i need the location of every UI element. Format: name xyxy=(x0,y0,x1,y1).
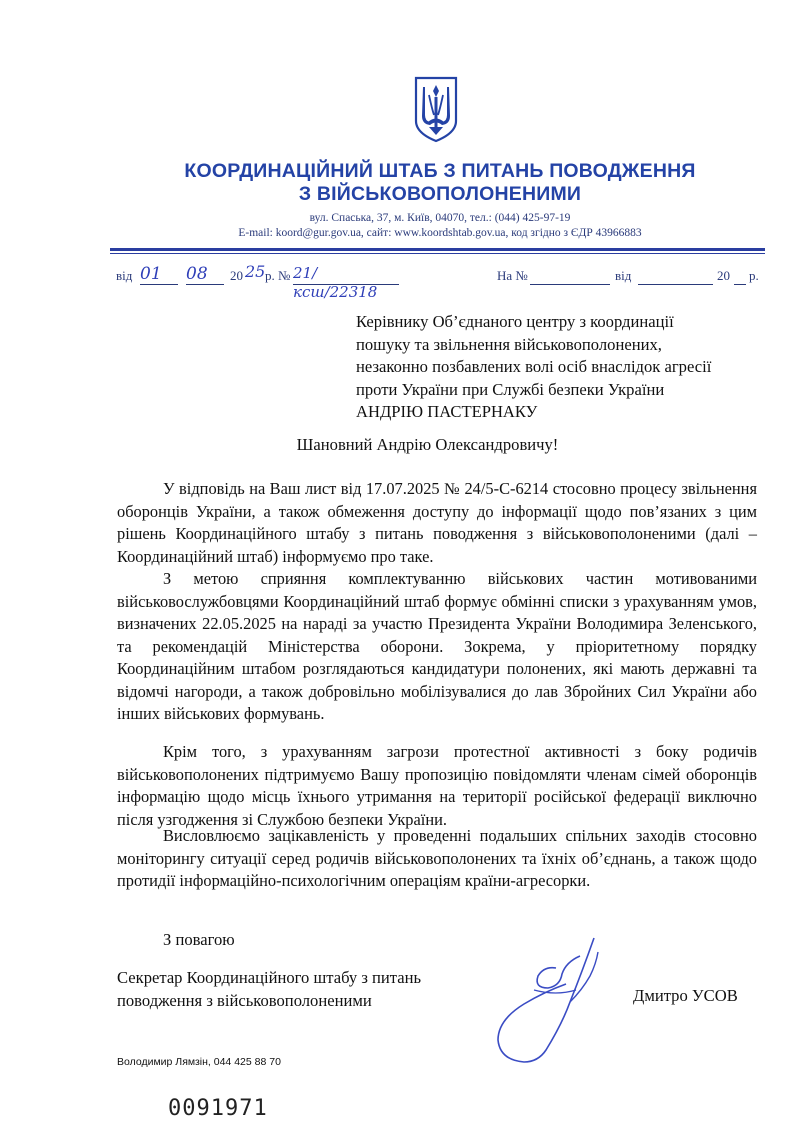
organization-contacts: E-mail: koord@gur.gov.ua, сайт: www.koordshtab.gov.ua, код згідно з ЄДР 43966883 xyxy=(238,227,642,239)
signatory-position-line: поводження з військовополоненими xyxy=(117,990,372,1010)
organization-address: вул. Спаська, 37, м. Київ, 04070, тел.: (044) 425-97-19 xyxy=(309,212,571,224)
registration-month-field xyxy=(186,266,224,285)
registration-day-field xyxy=(140,266,178,285)
reference-year-field xyxy=(734,266,746,285)
reference-year-prefix: 20 xyxy=(717,268,730,283)
signatory-position xyxy=(117,967,497,1012)
body-paragraph: З метою сприяння комплектуванню військових частин мотивованими військовослужбовцями Координаційний штаб формує обмінні списки з урахуванням умов, визначених 22.05.2025 на нараді за участю Президента України Володимира Зеленського, та рекомендацій Міністерства оборони. Зокрема, у пріоритетному порядку Координаційним штабом розглядаються кандидатури полонених, які мають державні та відомчі нагороди, а також добровільно мобілізувалися до лав Збройних Сил України або інших військових формувань. xyxy=(117,569,757,723)
addressee-line: пошуку та звільнення військовополонених, xyxy=(356,334,662,354)
registration-month: 08 xyxy=(186,264,208,284)
signatory-position-line: Секретар Координаційного штабу з питань xyxy=(117,968,422,987)
body-paragraph: Крім того, з урахуванням загрози протестної активності з боку родичів військовополонених підтримуємо Вашу пропозицію повідомляти членам сімей оборонців інформацію щодо місць їхнього утримання на території російської федерації виключно після узгодження зі Службою безпеки України. xyxy=(117,742,757,829)
ukraine-trident-icon xyxy=(412,75,460,143)
registration-number-field xyxy=(293,264,399,301)
document-serial-number: 0091971 xyxy=(168,1096,268,1121)
organization-name-line2: З ВІЙСЬКОВОПОЛОНЕНИМИ xyxy=(298,183,582,205)
reference-number-field xyxy=(530,266,610,285)
reference-from-label: від xyxy=(615,268,632,283)
body-paragraph: Висловлюємо зацікавленість у проведенні подальших спільних заходів стосовно моніторингу ситуації серед родичів військовополонених та їхніх об’єднань, а також щодо протидії інформаційно-психологічним операціям країни-агресорки. xyxy=(117,826,757,890)
executor-contact: Володимир Лямзін, 044 425 88 70 xyxy=(117,1056,281,1068)
registration-from-label: від xyxy=(116,268,133,283)
header-divider-thin xyxy=(110,253,765,254)
registration-year-prefix: 20 xyxy=(230,268,243,283)
registration-number: 21/ксш/22318 xyxy=(293,264,378,301)
registration-year: 25 xyxy=(245,262,266,281)
header-divider-thick xyxy=(110,248,765,251)
salutation: Шановний Андрію Олександровичу! xyxy=(296,435,559,454)
body-paragraph: У відповідь на Ваш лист від 17.07.2025 № 24/5-С-6214 стосовно процесу звільнення оборонців України, а також обмеження доступу до інформації щодо пов’язаних з цим рішень Координаційного штабу з питань поводження з військовополоненими (далі – Координаційний штаб) інформуємо про таке. xyxy=(117,479,757,566)
addressee-name: АНДРІЮ ПАСТЕРНАКУ xyxy=(356,402,538,421)
organization-name-line1: КООРДИНАЦІЙНИЙ ШТАБ З ПИТАНЬ ПОВОДЖЕННЯ xyxy=(184,160,696,182)
signatory-name: Дмитро УСОВ xyxy=(633,986,738,1005)
reference-year-suffix: р. xyxy=(749,268,759,283)
registration-number-label: р. № xyxy=(265,268,291,283)
addressee-block xyxy=(356,311,776,424)
handwritten-signature xyxy=(486,932,616,1067)
addressee-line: незаконно позбавлених волі осіб внаслідок агресії xyxy=(356,357,712,376)
closing-regards: З повагою xyxy=(163,930,235,949)
addressee-line: проти України при Службі безпеки України xyxy=(356,379,665,399)
addressee-line: Керівнику Об’єднаного центру з координації xyxy=(356,312,674,331)
reference-number-label: На № xyxy=(497,268,528,283)
reference-date-field xyxy=(638,266,713,285)
registration-day: 01 xyxy=(140,264,162,284)
